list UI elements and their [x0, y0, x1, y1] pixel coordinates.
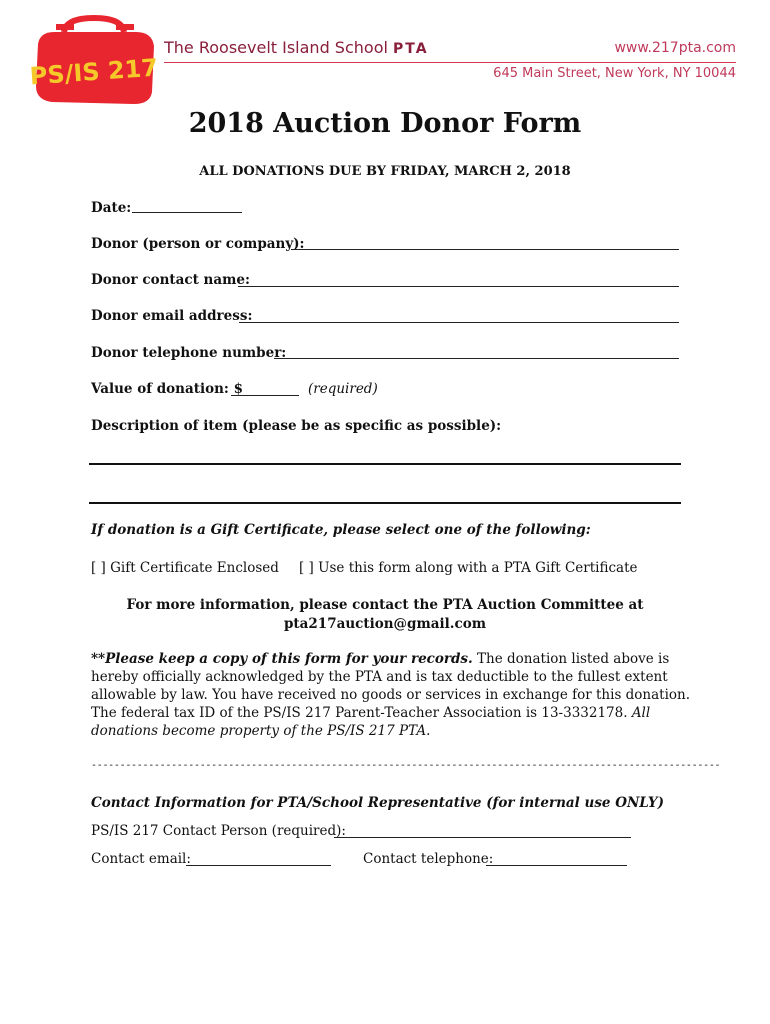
donor-field[interactable]	[291, 249, 679, 250]
header-divider	[164, 62, 736, 63]
org-name	[164, 38, 429, 57]
page-title: 2018 Auction Donor Form	[188, 108, 582, 139]
gift-certificate-heading: If donation is a Gift Certificate, please select one of the following:	[91, 522, 591, 538]
info-line: For more information, please contact the PTA Auction Committee at	[126, 597, 644, 613]
contact-person-field[interactable]	[334, 837, 631, 838]
contact-phone-label: Contact telephone:	[363, 851, 494, 867]
date-field[interactable]	[132, 212, 242, 213]
value-field[interactable]	[231, 395, 299, 396]
donor-label: Donor (person or company):	[91, 236, 305, 252]
tax-disclaimer	[91, 650, 691, 740]
org-name-pta: PTA	[393, 41, 429, 57]
due-notice: ALL DONATIONS DUE BY FRIDAY, MARCH 2, 2018	[199, 164, 571, 179]
disclaimer-tail: All donations become property of the PS/IS 217 PTA.	[91, 705, 651, 739]
description-line-1[interactable]	[89, 463, 681, 465]
ps-is-217-logo	[30, 14, 158, 106]
value-required-note: (required)	[308, 381, 378, 397]
contact-phone-field[interactable]	[486, 865, 627, 866]
contact-name-label: Donor contact name:	[91, 272, 250, 288]
org-name-text: The Roosevelt Island School	[164, 38, 388, 57]
disclaimer-lead: **Please keep a copy of this form for your records.	[91, 651, 473, 667]
disclaimer-body: The donation listed above is hereby officially acknowledged by the PTA and is tax deductible to the fullest extent allowable by law. You have received no goods or services in exchange for this donation. The federal tax ID of the PS/IS 217 Parent-Teacher Association is 13-3332178.	[91, 651, 691, 721]
email-field[interactable]	[239, 322, 679, 323]
phone-field[interactable]	[274, 358, 679, 359]
contact-name-field[interactable]	[238, 286, 679, 287]
description-label: Description of item (please be as specific as possible):	[91, 418, 502, 434]
gift-certificate-enclosed-option[interactable]: [ ] Gift Certificate Enclosed	[91, 560, 279, 576]
internal-heading: Contact Information for PTA/School Representative (for internal use ONLY)	[91, 795, 664, 811]
use-pta-gift-certificate-option[interactable]: [ ] Use this form along with a PTA Gift Certificate	[299, 560, 638, 576]
org-url[interactable]: www.217pta.com	[614, 40, 736, 56]
email-label: Donor email address:	[91, 308, 253, 324]
contact-email-field[interactable]	[186, 865, 331, 866]
org-address: 645 Main Street, New York, NY 10044	[493, 66, 736, 81]
date-label: Date:	[91, 200, 132, 216]
phone-label: Donor telephone number:	[91, 345, 287, 361]
description-line-2[interactable]	[89, 502, 681, 504]
value-label: Value of donation: $	[91, 381, 243, 397]
contact-person-label: PS/IS 217 Contact Person (required):	[91, 823, 346, 839]
dashed-separator: --------------------------------------------------------------------------------------------------------------	[91, 760, 721, 771]
contact-email-label: Contact email:	[91, 851, 191, 867]
info-email[interactable]: pta217auction@gmail.com	[283, 616, 486, 632]
logo-text: PS/IS 217	[28, 53, 159, 91]
